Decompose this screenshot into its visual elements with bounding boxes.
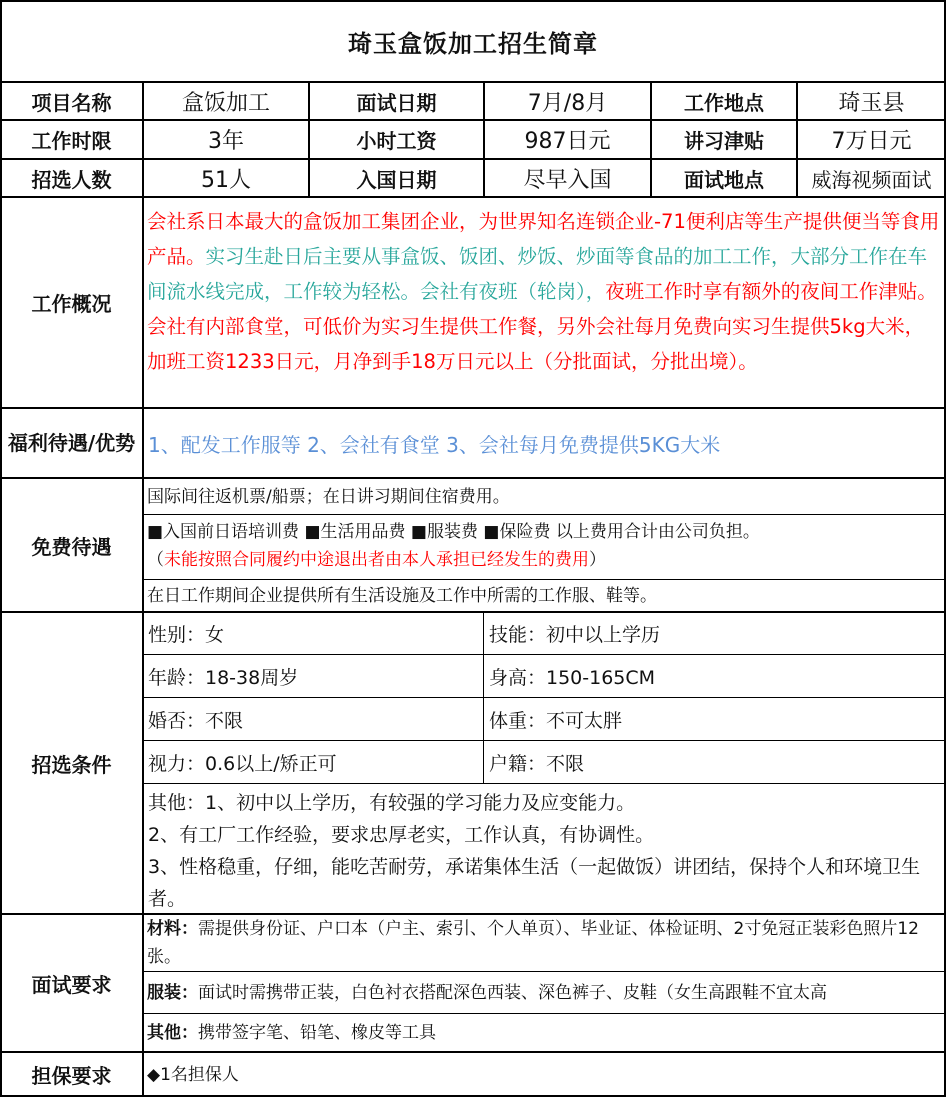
value-hourly-wage: 987日元	[524, 129, 611, 154]
condition-age: 年龄：18-38周岁	[148, 667, 299, 689]
value-training-allowance: 7万日元	[831, 129, 912, 154]
condition-other-1: 其他：1、初中以上学历，有较强的学习能力及应变能力。	[148, 792, 636, 814]
label-interview-date: 面试日期	[356, 90, 437, 115]
vline-info-2	[483, 82, 485, 197]
value-entry-date: 尽早入国	[523, 167, 612, 193]
label-recruit-count: 招选人数	[31, 167, 112, 192]
vline-info-4	[796, 82, 798, 197]
overview-part2: 实习生赴日后主要从事盒饭、饭团、炒饭、炒面等食品的加工工作，大部分工作在车间流水线完成，工作较为轻松。会社有夜班（轮岗），	[147, 245, 928, 303]
vline-info-1	[308, 82, 310, 197]
free-line-2-block	[143, 515, 946, 580]
value-interview-date: 7月/8月	[527, 90, 608, 116]
overview-part3: 夜班工作时享有额外的夜间工作津贴。会社有内部食堂，可低价为实习生提供工作餐，另外会社每月免费向实习生提供5kg大米，加班工资1233日元，月净到手18万日元以上（分批面试，分批出境）。	[147, 280, 937, 373]
label-interview-requirements: 面试要求	[31, 972, 112, 997]
label-work-overview: 工作概况	[31, 292, 112, 316]
condition-other-3: 3、性格稳重，仔细，能吃苦耐劳，承诺集体生活（一起做饭）讲团结，保持个人和环境卫生者。	[148, 856, 921, 910]
condition-other-block	[143, 784, 946, 914]
label-project-name: 项目名称	[31, 90, 112, 115]
label-work-location: 工作地点	[684, 90, 764, 115]
hline-cond-3	[143, 740, 946, 741]
free-line-3: （未能按照合同履约中途退出者由本人承担已经发生的费用）	[147, 550, 606, 570]
value-recruit-count: 51人	[201, 167, 251, 193]
free-line-4: 在日工作期间企业提供所有生活设施及工作中所需的工作服、鞋等。	[147, 586, 657, 606]
label-training-allowance: 讲习津贴	[684, 129, 764, 153]
label-guarantee: 担保要求	[31, 1064, 112, 1088]
condition-marital: 婚否：不限	[148, 710, 244, 732]
interview-materials: 材料：需提供身份证、户口本（户主、索引、个人单页）、毕业证、体检证明、2寸免冠正装彩色照片12张。	[147, 919, 919, 967]
condition-vision: 视力：0.6以上/矫正可	[148, 753, 337, 775]
page-title: 琦玉盒饭加工招生简章	[348, 29, 598, 58]
hline-int-1	[143, 971, 946, 972]
free-line-1: 国际间往返机票/船票；在日讲习期间住宿费用。	[147, 486, 510, 507]
condition-gender: 性别：女	[148, 624, 225, 646]
hline-free-1	[143, 514, 946, 515]
condition-height: 身高：150-165CM	[489, 667, 656, 689]
condition-skill: 技能：初中以上学历	[489, 624, 661, 646]
border-top	[0, 0, 946, 2]
vline-info-3	[650, 82, 652, 197]
interview-other: 其他：携带签字笔、铅笔、橡皮等工具	[147, 1023, 436, 1043]
hline-cond-4	[143, 783, 946, 784]
hline-cond-2	[143, 697, 946, 698]
work-overview-text	[143, 197, 946, 408]
hline-cond-1	[143, 654, 946, 655]
label-work-period: 工作时限	[31, 129, 112, 153]
overview-part1: 会社系日本最大的盒饭加工集团企业，为世界知名连锁企业-71便利店等生产提供便当等食用产品。	[147, 210, 940, 268]
border-left	[0, 0, 2, 1097]
label-conditions: 招选条件	[31, 752, 112, 777]
free-line-2: ■入国前日语培训费 ■生活用品费 ■服装费 ■保险费 以上费用合计由公司负担。	[147, 522, 760, 542]
label-entry-date: 入国日期	[356, 167, 437, 192]
label-benefits: 福利待遇/优势	[7, 431, 136, 455]
condition-hukou: 户籍：不限	[489, 753, 585, 775]
value-work-location: 琦玉县	[838, 90, 905, 116]
label-hourly-wage: 小时工资	[356, 129, 437, 153]
label-free-benefits: 免费待遇	[31, 534, 112, 559]
benefits-text: 1、配发工作服等 2、会社有食堂 3、会社每月免费提供5KG大米	[148, 432, 721, 457]
label-interview-location: 面试地点	[684, 167, 764, 192]
condition-weight: 体重：不可太胖	[489, 710, 623, 732]
vline-cond	[483, 612, 484, 784]
value-project-name: 盒饭加工	[181, 90, 270, 116]
value-work-period: 3年	[208, 129, 244, 154]
condition-other-2: 2、有工厂工作经验，要求忠厚老实，工作认真，有协调性。	[148, 824, 655, 846]
hline-free-2	[143, 579, 946, 580]
interview-clothing: 服装：面试时需携带正装，白色衬衣搭配深色西装、深色裤子、皮鞋（女生高跟鞋不宜太高	[147, 983, 827, 1003]
value-interview-location: 威海视频面试	[811, 167, 932, 192]
vline-label	[142, 82, 144, 1097]
hline-int-2	[143, 1013, 946, 1014]
guarantee-text: ◆1名担保人	[147, 1064, 239, 1085]
